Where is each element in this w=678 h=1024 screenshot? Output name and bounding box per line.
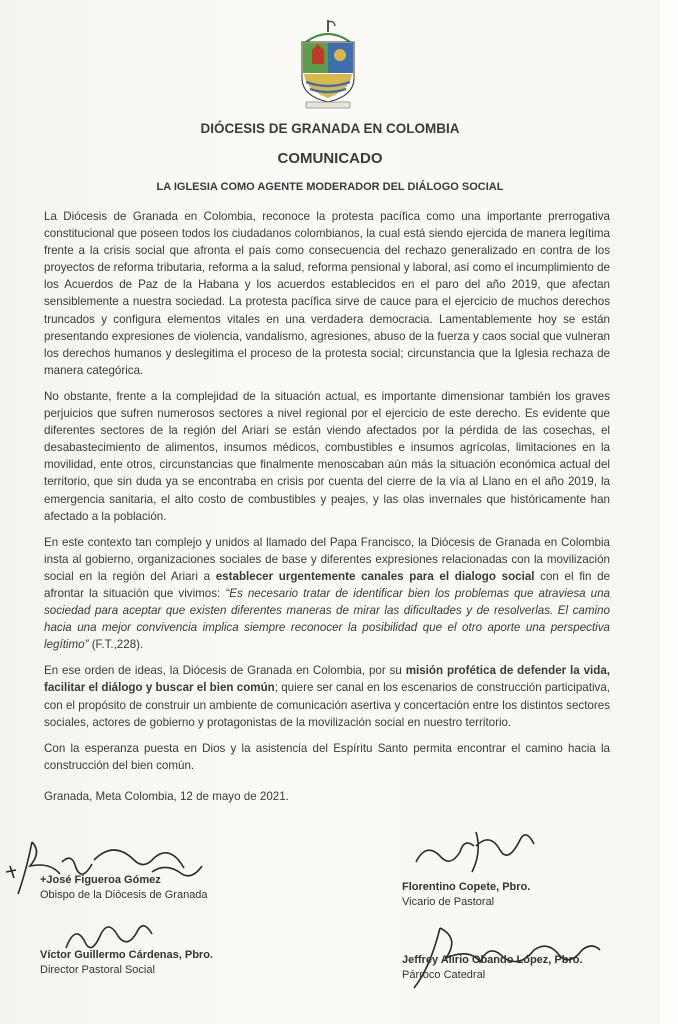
paragraph-4 <box>44 662 610 730</box>
signer-name-vicar: Florentino Copete, Pbro. <box>402 881 531 893</box>
paragraph-3-quote: “Es necesario tratar de identificar bien los problemas que atraviesa una sociedad para aceptar que existen diferentes maneras de mirar las dificultades y de resolverlas. El camino hacia una mejor convivencia implica siempre reconocer la posibilidad que el otro aporte una perspectiva legítimo” <box>44 586 610 652</box>
paragraph-1: La Diócesis de Granada en Colombia, reconoce la protesta pacífica como una importante prerrogativa constitucional que poseen todos los ciudadanos colombianos, la cual está siendo ejercida de manera legítima frente a la crisis social que afronta el país como consecuencia del rechazo generalizado en contra de los proyectos de reforma tributaria, reforma a la salud, reforma pensional y laboral, así como el incumplimiento de los Acuerdos de Paz de la Habana y los acuerdos establecidos en el paro del año 2019, que afectan sensiblemente a nuestra sociedad. La protesta pacífica sirve de cauce para el ejercicio de muchos derechos truncados y configura elementos vitales en una verdadera democracia. Lamentablemente hoy se están presentando expresiones de violencia, vandalismo, agresiones, abuso de la fuerza y caos social que vulneran los derechos humanos y deslegitima el proceso de la protesta social; circunstancia que la Iglesia rechaza de manera categórica. <box>44 210 610 377</box>
signer-role-bishop: Obispo de la Diócesis de Granada <box>40 889 208 901</box>
paragraph-3-reference: (F.T.,228). <box>88 638 144 652</box>
signature-block-vicar <box>402 880 530 910</box>
date-line: Granada, Meta Colombia, 12 de mayo de 2021. <box>44 789 289 803</box>
page-edge <box>660 0 678 1024</box>
signer-name-bishop: +José Figueroa Gómez <box>40 874 161 886</box>
paragraph-3-text-a: En este contexto tan complejo y unidos al llamado del Papa Francisco, la Diócesis de Granada en Colombia insta al gobierno, organizaciones sociales de base y diferentes expresiones relacionadas con la movilización social en la región del Ariari a <box>44 535 610 583</box>
paragraph-3-emphasis: establecer urgentemente canales para el dialogo social <box>215 569 535 583</box>
paragraph-5: Con la esperanza puesta en Dios y la asistencia del Espíritu Santo permita encontrar el camino hacia la construcción del bien común. <box>44 741 610 772</box>
diocese-title: DIÓCESIS DE GRANADA EN COLOMBIA <box>200 121 460 136</box>
signer-name-parish-priest: Jeffrey Alirio Obando López, Pbro. <box>402 954 583 966</box>
diocese-crest-icon <box>292 20 364 112</box>
signature-block-parish-priest <box>402 953 583 983</box>
document-subtitle: LA IGLESIA COMO AGENTE MODERADOR DEL DIÁLOGO SOCIAL <box>156 181 504 193</box>
signer-role-parish-priest: Párroco Catedral <box>402 969 486 981</box>
paragraph-4-text-a: En ese orden de ideas, la Diócesis de Granada en Colombia, por su <box>44 664 406 678</box>
paragraph-2: No obstante, frente a la complejidad de la situación actual, es importante dimensionar también los graves perjuicios que sufren numerosos sectores a nivel regional por el ejercicio de este derecho. Es evidente que diferentes sectores de la región del Ariari se están viendo afectados por la pérdida de las cosechas, el desabastecimiento de alimentos, insumos médicos, combustibles e insumos agrícolas, limitaciones en la movilidad, ente otros, circunstancias que finalmente menoscaban aún más la situación económica actual del territorio, que sin duda ya se encontraba en crisis por cuenta del cierre de la vía al Llano en el año 2019, la emergencia sanitaria, el alto costo de combustibles y peajes, y las olas invernales que históricamente han afectado a la población. <box>44 389 610 523</box>
paragraph-4-emphasis: misión profética de defender la vida, facilitar el diálogo y buscar el bien común <box>44 664 610 695</box>
paragraph-4-text-b: ; quiere ser canal en los escenarios de construcción participativa, con el propósito de construir un ambiente de comunicación asertiva y concertación entre los distintos sectores sociales, actores de gobierno y protagonistas de la movilización social en nuestro territorio. <box>44 681 610 729</box>
signature-block-bishop <box>40 873 208 903</box>
signature-block-director <box>40 948 213 978</box>
letter-body <box>44 208 610 814</box>
paragraph-3 <box>44 534 610 654</box>
signer-role-director: Director Pastoral Social <box>40 964 155 976</box>
paragraph-3-text-b: con el fin de afrontar la situación que vivimos: <box>44 569 610 600</box>
signature-scrawl-2 <box>406 822 546 886</box>
communique-heading: COMUNICADO <box>277 150 383 167</box>
signer-role-vicar: Vicario de Pastoral <box>402 896 495 908</box>
signer-name-director: Víctor Guillermo Cárdenas, Pbro. <box>40 949 213 961</box>
